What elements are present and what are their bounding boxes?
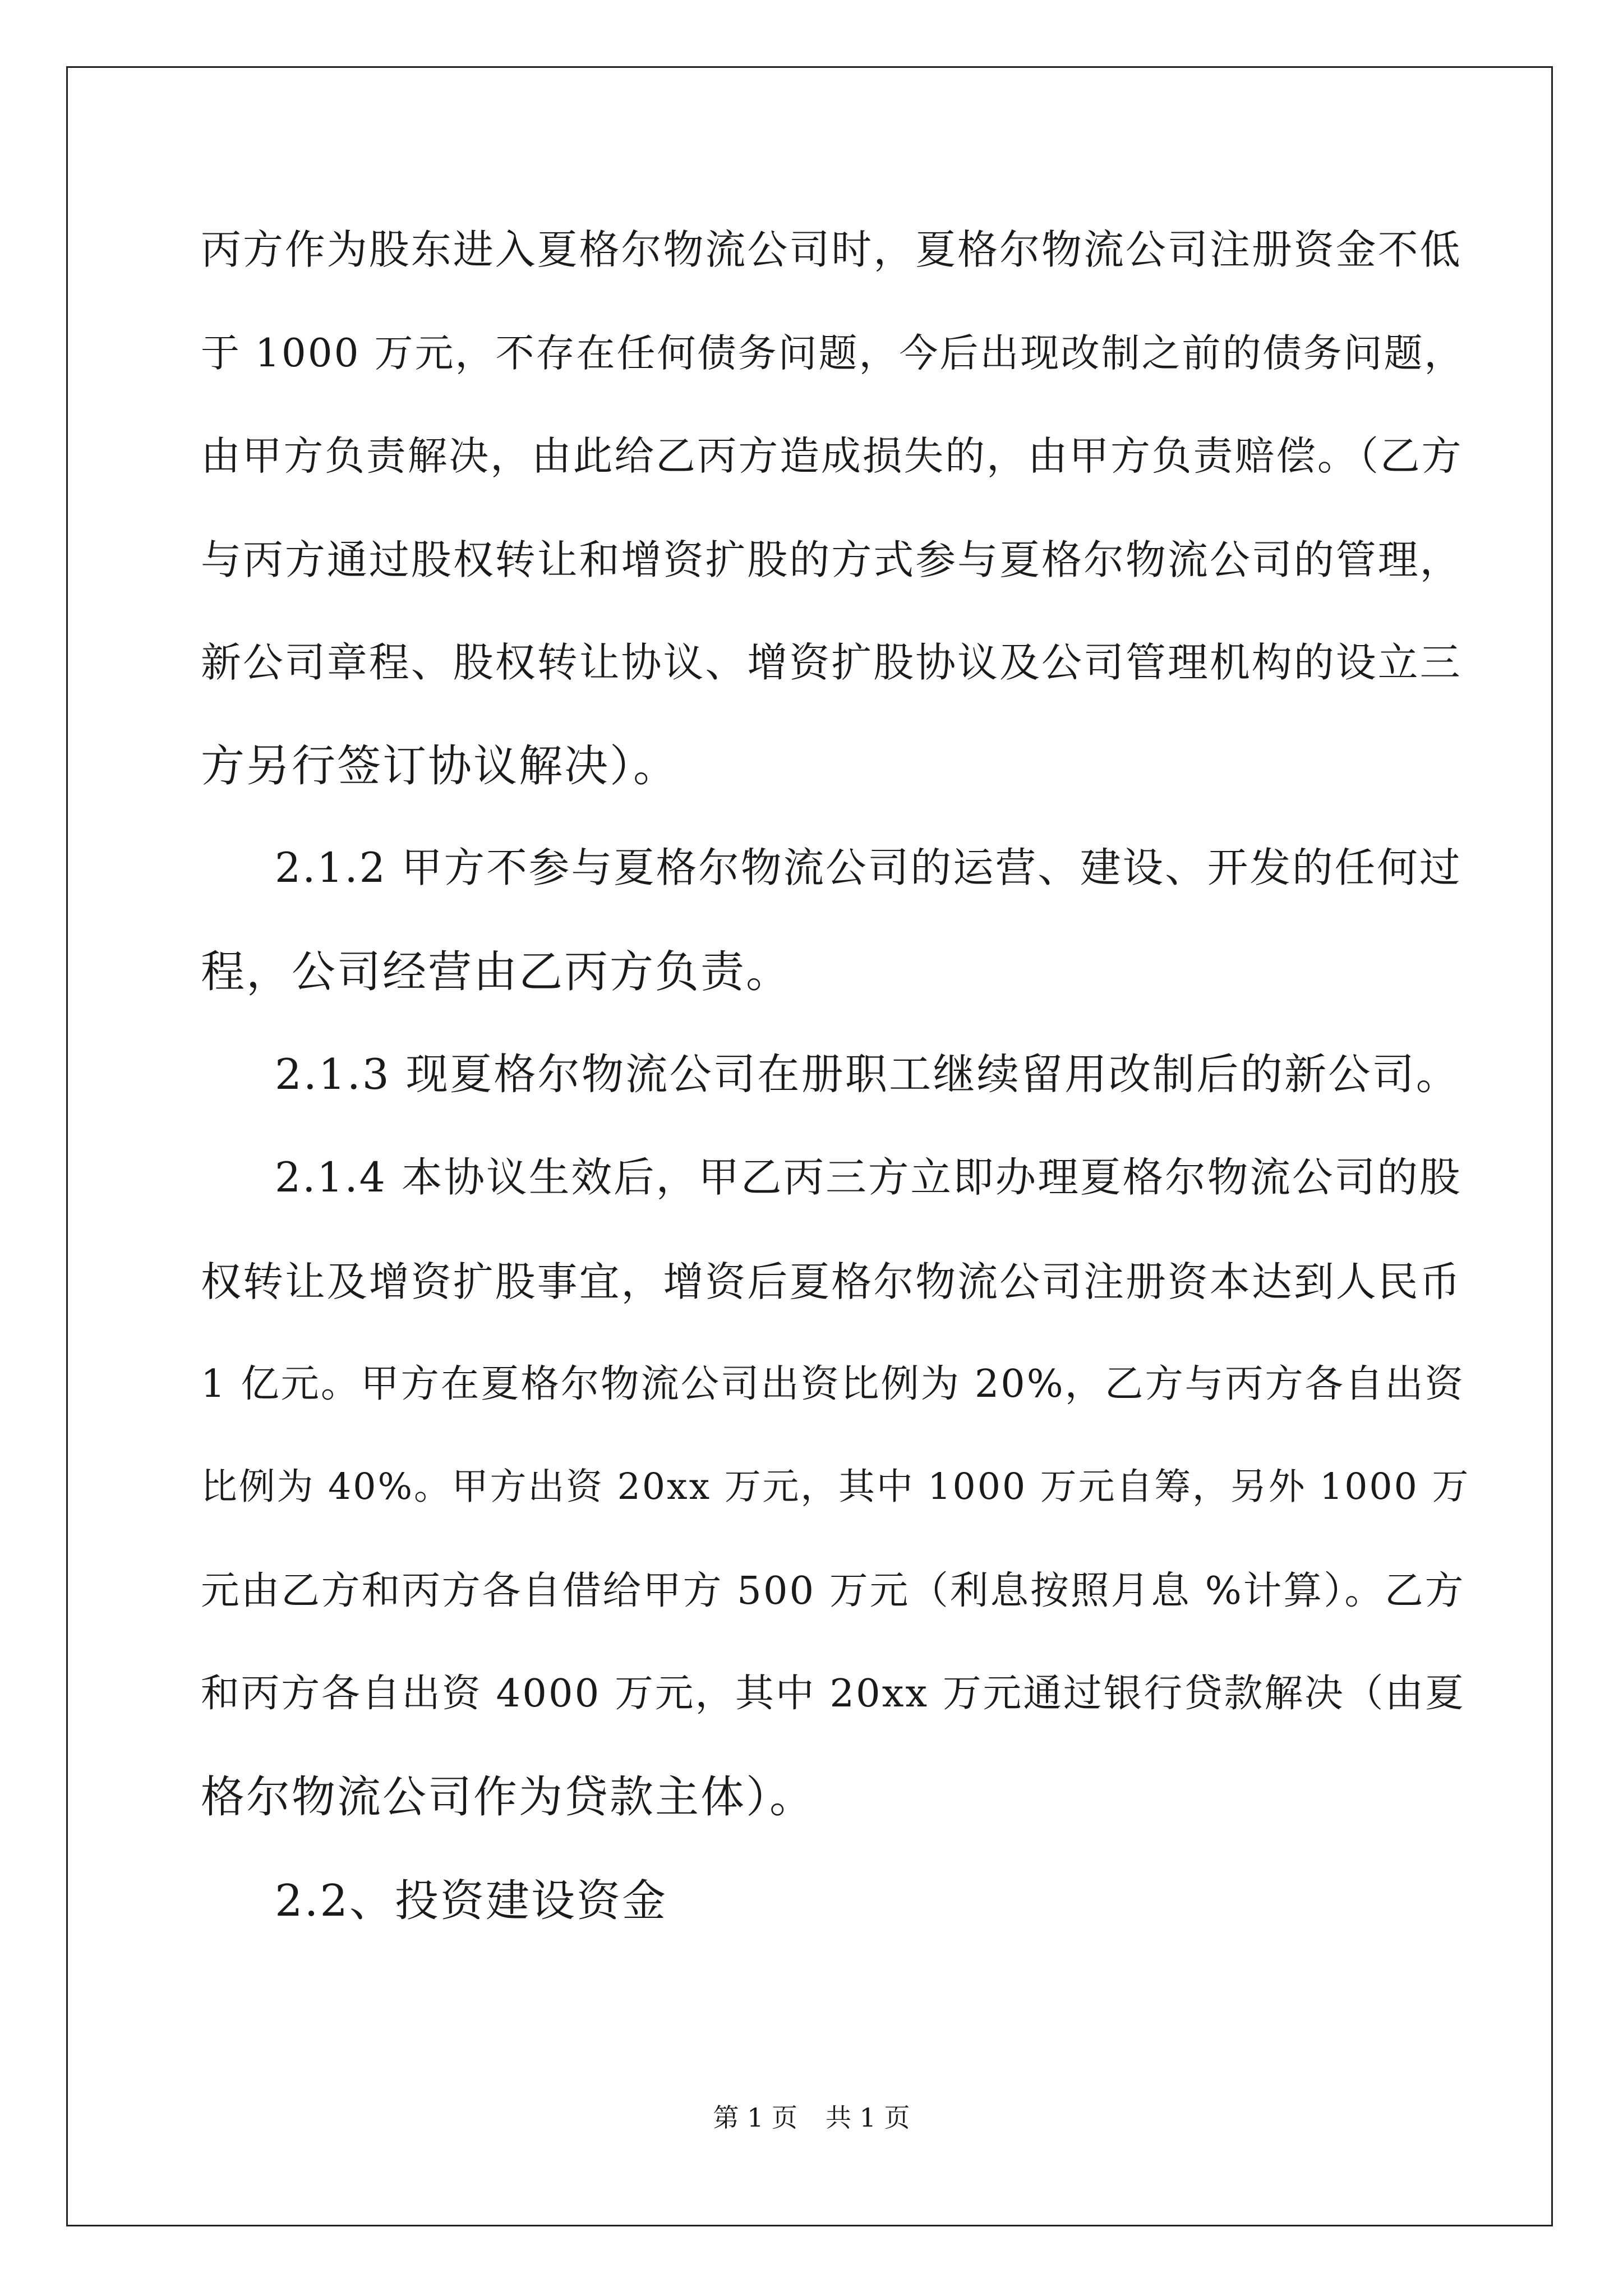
page-footer <box>0 2101 1623 2134</box>
text-line: 新公司章程、股权转让协议、增资扩股协议及公司管理机构的设立三 <box>201 639 1462 686</box>
text-line: 程，公司经营由乙丙方负责。 <box>201 947 792 997</box>
text-line: 2.1.2 甲方不参与夏格尔物流公司的运营、建设、开发的任何过 <box>275 845 1462 892</box>
section-heading: 2.2、投资建设资金 <box>275 1876 668 1926</box>
text-line: 和丙方各自出资 4000 万元，其中 20xx 万元通过银行贷款解决（由夏 <box>201 1671 1465 1716</box>
text-line: 于 1000 万元，不存在任何债务问题，今后出现改制之前的债务问题， <box>201 331 1465 376</box>
text-line: 2.1.4 本协议生效后，甲乙丙三方立即办理夏格尔物流公司的股 <box>275 1154 1462 1202</box>
text-line: 1 亿元。甲方在夏格尔物流公司出资比例为 20%，乙方与丙方各自出资 <box>201 1362 1465 1406</box>
text-line: 格尔物流公司作为贷款主体）。 <box>201 1772 815 1823</box>
page-number: 第 1 页 <box>713 2102 797 2133</box>
text-line: 2.1.3 现夏格尔物流公司在册职工继续留用改制后的新公司。 <box>275 1050 1460 1099</box>
page-total: 共 1 页 <box>826 2102 910 2133</box>
text-line: 丙方作为股东进入夏格尔物流公司时，夏格尔物流公司注册资金不低 <box>201 226 1462 273</box>
text-line: 元由乙方和丙方各自借给甲方 500 万元（利息按照月息 %计算）。乙方 <box>201 1568 1465 1613</box>
text-line: 权转让及增资扩股事宜，增资后夏格尔物流公司注册资本达到人民币 <box>201 1258 1462 1305</box>
text-line: 比例为 40%。甲方出资 20xx 万元，其中 1000 万元自筹，另外 1000 万 <box>201 1466 1470 1508</box>
text-line: 由甲方负责解决，由此给乙丙方造成损失的，由甲方负责赔偿。（乙方 <box>201 432 1463 479</box>
text-line: 方另行签订协议解决）。 <box>201 741 679 792</box>
text-line: 与丙方通过股权转让和增资扩股的方式参与夏格尔物流公司的管理， <box>201 536 1462 583</box>
